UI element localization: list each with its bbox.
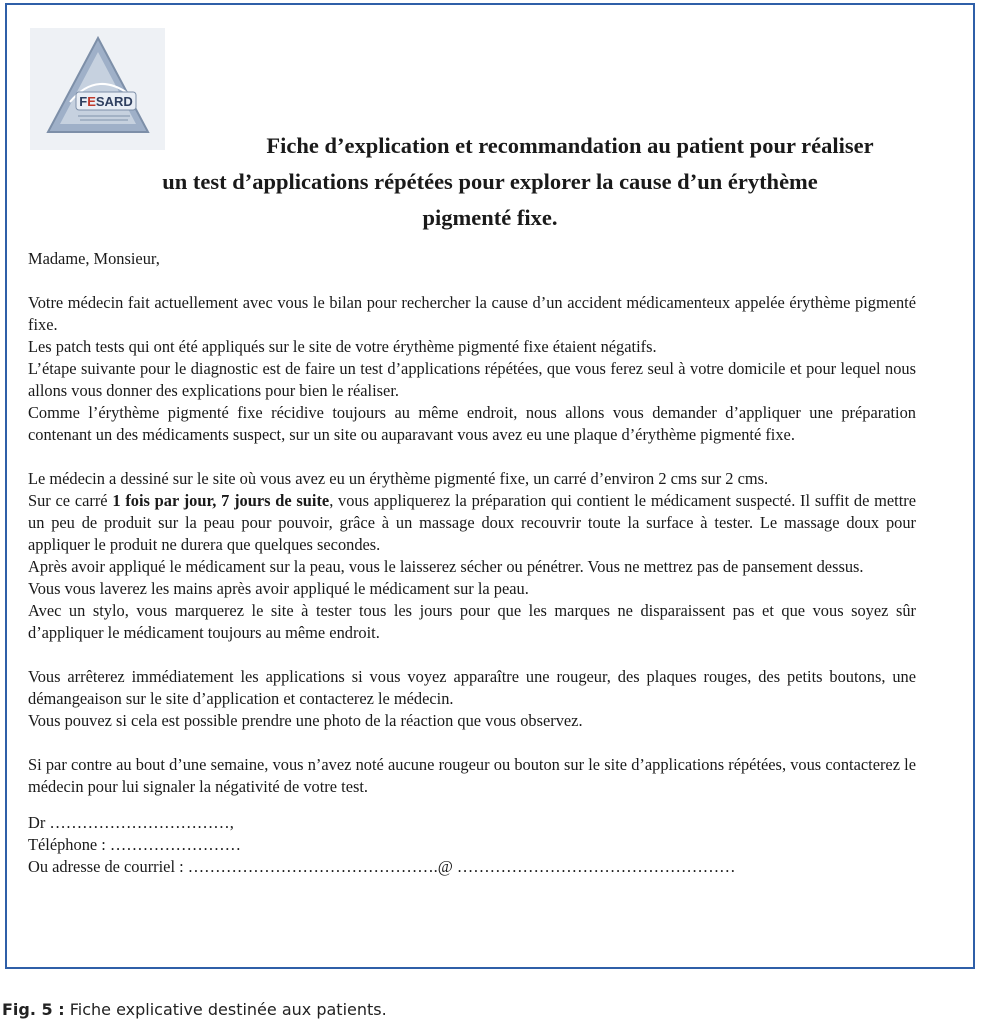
document-title bbox=[20, 128, 960, 236]
instruction-pre: Sur ce carré bbox=[28, 491, 113, 510]
paragraph-2-line-3: Après avoir appliqué le médicament sur la peau, vous le laisserez sécher ou pénétrer. Vous ne mettrez pas de pansement dessus. bbox=[28, 557, 864, 576]
paragraph-3-line-2: Vous pouvez si cela est possible prendre une photo de la réaction que vous observez. bbox=[28, 711, 583, 730]
doctor-name-field: Dr ……………………………, bbox=[28, 813, 234, 832]
paragraph-2-line-1: Le médecin a dessiné sur le site où vous avez eu un érythème pigmenté fixe, un carré d’environ 2 cms sur 2 cms. bbox=[28, 469, 769, 488]
paragraph-1-line-3: L’étape suivante pour le diagnostic est de faire un test d’applications répétées, que vous ferez seul à votre domicile et pour lequel nous allons vous donner des explications pour bien le réaliser. bbox=[28, 359, 916, 400]
figure-caption-text: Fiche explicative destinée aux patients. bbox=[64, 1000, 387, 1019]
figure-caption bbox=[2, 1000, 387, 1019]
paragraph-2-line-5: Avec un stylo, vous marquerez le site à tester tous les jours pour que les marques ne disparaissent pas et que vous soyez sûr d’appliquer le médicament toujours au même endroit. bbox=[28, 601, 916, 642]
instruction-post: , vous appliquerez la préparation qui contient le médicament suspecté. Il suffit de mettre un peu de produit sur la peau pour pouvoir, grâce à un massage doux recouvrir toute la surface à tester. Le massage doux pour appliquer le produit ne durera que quelques secondes. bbox=[28, 491, 916, 554]
paragraph-1-line-4: Comme l’érythème pigmenté fixe récidive toujours au même endroit, nous allons vous demander d’appliquer une préparation contenant un des médicaments suspect, sur un site ou auparavant vous avez eu une plaque d’érythème pigmenté fixe. bbox=[28, 403, 916, 444]
title-line-1: Fiche d’explication et recommandation au patient pour réaliser bbox=[266, 133, 874, 158]
paragraph-1-line-2: Les patch tests qui ont été appliqués sur le site de votre érythème pigmenté fixe étaient négatifs. bbox=[28, 337, 657, 356]
email-field: Ou adresse de courriel : ……………………………………….@ …………………………………………… bbox=[28, 857, 736, 876]
paragraph-2-line-2 bbox=[28, 490, 916, 556]
paragraph-3-line-1: Vous arrêterez immédiatement les applications si vous voyez apparaître une rougeur, des plaques rouges, des petits boutons, une démangeaison sur le site d’application et contacterez le médecin. bbox=[28, 667, 916, 708]
paragraph-2-line-4: Vous vous laverez les mains après avoir appliqué le médicament sur la peau. bbox=[28, 579, 529, 598]
paragraph-1-line-1: Votre médecin fait actuellement avec vous le bilan pour rechercher la cause d’un accident médicamenteux appelée érythème pigmenté fixe. bbox=[28, 293, 916, 334]
title-line-3: pigmenté fixe. bbox=[422, 205, 558, 230]
paragraph-4: Si par contre au bout d’une semaine, vous n’avez noté aucune rougeur ou bouton sur le site d’applications répétées, vous contacterez le médecin pour lui signaler la négativité de votre test. bbox=[28, 755, 916, 796]
instruction-frequency: 1 fois par jour, 7 jours de suite bbox=[112, 491, 330, 510]
title-line-2: un test d’applications répétées pour explorer la cause d’un érythème bbox=[162, 169, 818, 194]
salutation: Madame, Monsieur, bbox=[28, 249, 160, 268]
letter-body bbox=[28, 248, 916, 878]
phone-field: Téléphone : …………………… bbox=[28, 835, 242, 854]
signature-block bbox=[28, 812, 916, 878]
figure-label: Fig. 5 : bbox=[2, 1000, 65, 1019]
svg-text:FESARD: FESARD bbox=[79, 94, 133, 109]
